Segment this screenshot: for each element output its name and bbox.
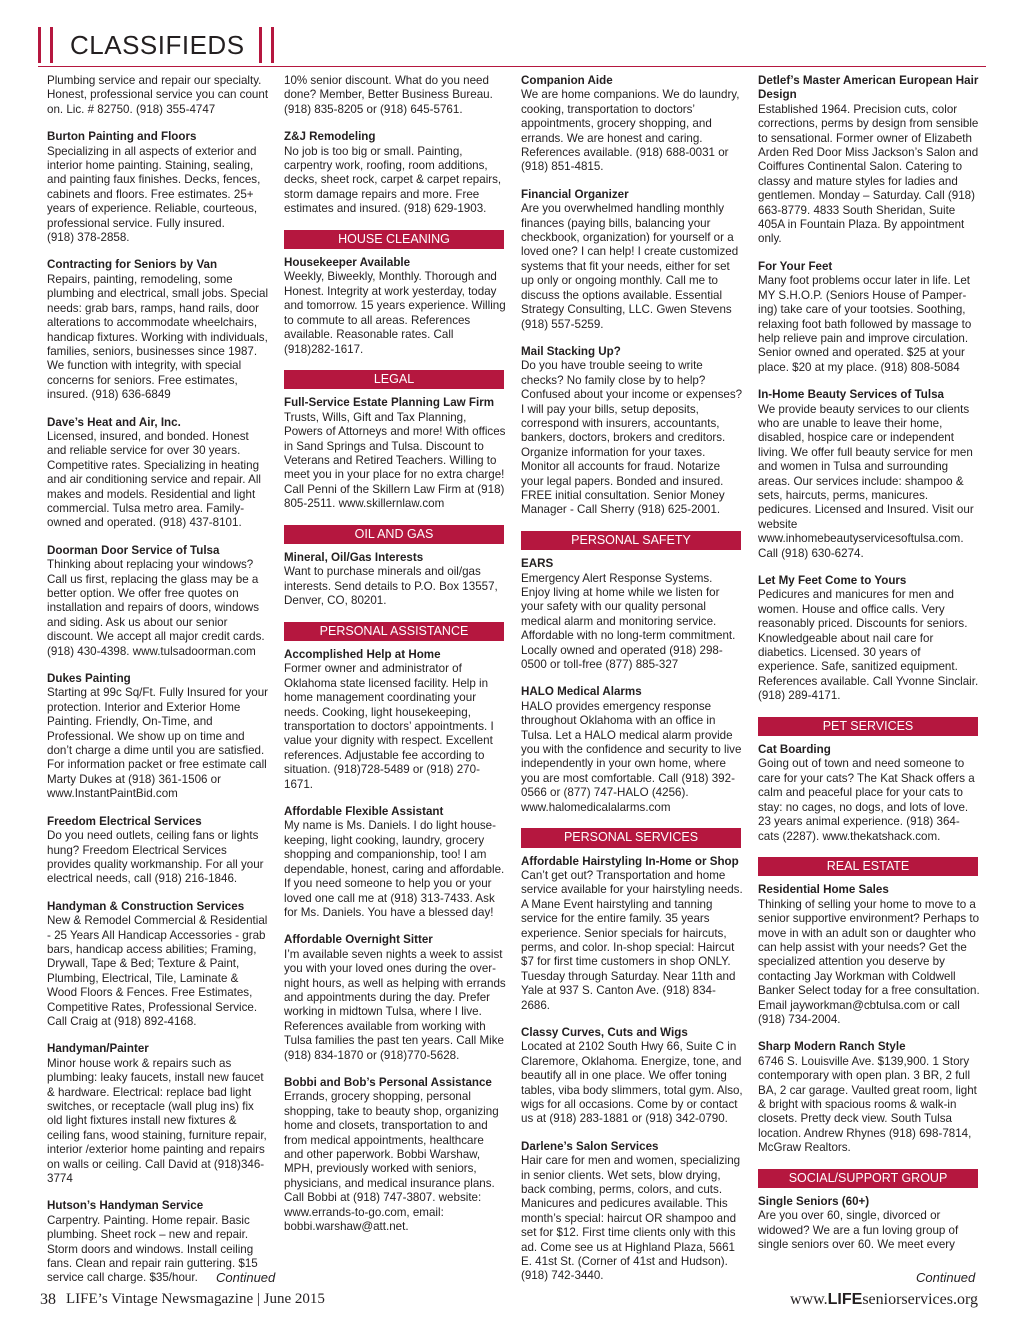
ad-body: Do you need outlets, ceiling fans or lights hung? Freedom Electrical Services provides quality workmanship. For all your electrical needs, call (918) 216-1846.: [47, 829, 264, 886]
ad-title: Freedom Electrical Services: [47, 814, 202, 828]
ad-body: No job is too big or small. Painting, carpentry work, roofing, room additions, decks, sheet rock, carpet & carpet repairs, storm damage repairs and more. Free estimates and insured. (918) 629-1903.: [284, 144, 502, 216]
ad-title: Dave’s Heat and Air, Inc.: [47, 415, 181, 429]
ad-body: Licensed, insured, and bonded. Honest and reliable service for over 30 years. Competitive rates. Specializing in heating and air conditioning service and repair. All makes and models. Residential and light commercial. Tulsa metro area. Family-owned and operated. (918) 437-8101.: [47, 429, 261, 530]
header-bar: [259, 27, 262, 63]
ad-title: Affordable Overnight Sitter: [284, 933, 433, 947]
ad-body: We are home companions. We do laundry, cooking, transportation to doctors’ appointments, grocery shopping, and errands. We are honest and caring. References available. (918) 688-0031 or (918) 851-4815.: [521, 88, 740, 174]
ad-body: Are you overwhelmed handling monthly finances (paying bills, balancing your checkbook, organization) for yourself or a loved one? I can help! I create customized systems that fit your needs, either for set up only or ongoing monthly. Call me to discuss the options available. Essential Strategy Consulting, LLC. Gwen Stevens (918) 557-5259.: [521, 202, 739, 331]
publication-info: LIFE’s Vintage Newsmagazine | June 2015: [66, 1291, 325, 1307]
ad-body: Can’t get out? Transportation and home service available for your hairstyling needs. A Mane Event hairstyling and tanning service for the entire family. 35 years experience. Senior specials for haircuts, perms, and color. In-shop special: Haircut $7 for first time customers in shop ONLY. Tuesday through Saturday. Near 11th and Yale at 937 S. Canton Ave. (918) 834-2686.: [521, 868, 743, 1012]
ad-title: Single Seniors (60+): [758, 1195, 870, 1209]
ad-body: Do you have trouble seeing to write checks? No family close by to help? Confused about your income or expenses? I will pay your bills, setup deposits, correspond with insurers, accountants, bankers, doctors, brokers and creditors. Organize information for your taxes. Monitor all accounts for fraud. Notarize your legal papers. Bonded and insured. FREE initial consultation. Senior Money Manager - Call Sherry (918) 625-2001.: [521, 359, 743, 517]
section-heading: OIL AND GAS: [284, 525, 504, 544]
ad-body: Plumbing service and repair our specialty. Honest, professional service you can count on. Lic. # 82750. (918) 355-4747: [47, 74, 269, 116]
ad-title: Mail Stacking Up?: [521, 344, 621, 358]
page-number: 38: [40, 1291, 56, 1308]
ad-body: Hair care for men and women, specializing in senior clients. Wet sets, blow drying, back combing, perms, colors, and cuts. Manicures and pedicures available. This month’s special: haircut OR shampoo and set for $12. First time clients only with this ad. Come see us at Highland Plaza, 5661 E. 41st St. (Corner of 41st and Hudson). (918) 742-3440.: [521, 1154, 741, 1283]
ad-title: EARS: [521, 557, 554, 571]
ad-body: 10% senior discount. What do you need done? Member, Better Business Bureau. (918) 835-8205 or (918) 645-5761.: [284, 74, 493, 116]
ad-title: Let My Feet Come to Yours: [758, 574, 907, 587]
header-bar: [50, 27, 53, 63]
classified-ad: [47, 900, 269, 1030]
classified-ad: [47, 672, 269, 802]
ad-body: Established 1964. Precision cuts, color corrections, perms by design from sensible to sensational. Former owner of Elizabeth Arden Red Door Miss Jackson’s Salon and Coiffures Continental Salon. Catering to classy and mature styles for ladies and gentlemen. Monday – Saturday. Call (918) 663-8779. 4833 South Sheridan, Suite 405A in Fountain Plaza. By appointment only.: [758, 102, 979, 246]
ad-body: Thinking of selling your home to move to a senior supportive environment? Perhaps to move in with an adult son or daughter who can help assist with your needs? Get the specialized attention you deserve by contacting Jay Workman with Coldwell Banker Select today for a free consultation. Email jayworkman@cbtulsa.com or call (918) 734-2004.: [758, 897, 980, 1026]
ad-title: Mineral, Oil/Gas Interests: [284, 550, 424, 564]
website-brand: LIFE: [827, 1291, 863, 1308]
column-3: [521, 74, 743, 1297]
header-bar: [38, 27, 41, 63]
ad-body: We provide beauty services to our clients who are unable to leave their home, disabled, hospice care or independent living. We offer full beauty service for men and women in Tulsa and surrounding areas. Our services include: shampoo & sets, haircuts, perms, manicures. pedicures. Licensed and Insured. Visit our website www.inhomebeautyservicesoftulsa.com. Call (918) 630-6274.: [758, 402, 974, 560]
classified-ad: [284, 74, 506, 117]
ad-title: For Your Feet: [758, 259, 833, 273]
classified-ad: [521, 685, 743, 815]
ad-title: Burton Painting and Floors: [47, 130, 197, 144]
classified-ad: [284, 256, 506, 357]
classified-ad: [284, 805, 506, 920]
ad-body: Repairs, painting, remodeling, some plumbing and electrical, small jobs. Special needs: grab bars, ramps, hand rails, door alterations to accommodate wheelchairs, handicap fixtures. Working with individuals, families, seniors, businesses since 1987. We function with integrity, with special concerns for seniors. Free estimates, insured. (918) 636-6849: [47, 272, 269, 402]
section-heading: PERSONAL SERVICES: [521, 828, 741, 847]
classified-ad: [521, 345, 743, 518]
classified-ad: [284, 551, 506, 609]
classified-ad: [521, 855, 743, 1013]
ad-title: HALO Medical Alarms: [521, 685, 642, 699]
ad-title: Cat Boarding: [758, 743, 831, 757]
classified-ad: [521, 74, 743, 175]
ad-body: Emergency Alert Response Systems. Enjoy living at home while we listen for your safety with our quality personal medical alarm and monitoring service. Affordable with no long-term commitment. Locally owned and operated (918) 298-0500 or toll-free (877) 885-327: [521, 571, 736, 672]
classified-ad: [758, 260, 980, 375]
classified-ad: [47, 258, 269, 402]
ad-title: Classy Curves, Cuts and Wigs: [521, 1025, 688, 1039]
classified-ad: [284, 933, 506, 1063]
classified-ad: [758, 883, 980, 1027]
ad-body: Going out of town and need someone to care for your cats? The Kat Shack offers a calm and peaceful place for your cats to stay: no cages, no dogs, and lots of love. 23 years animal experience. (918) 364-cats (2287). www.thekatshack.com.: [758, 757, 975, 843]
ad-body: Starting at 99c Sq/Ft. Fully Insured for your protection. Interior and Exterior Home Painting. Friendly, On-Time, and Professional. We show up on time and don’t charge a dime until you are satisfied. For information packet or free estimate call Marty Dukes at (918) 361-1506 or www.InstantPaintBid.com: [47, 686, 269, 801]
ad-title: Handyman/Painter: [47, 1042, 149, 1056]
ad-body: New & Remodel Commercial & Residential - 25 Years All Handicap Accessories - grab bars, handicap access abilities; Framing, Drywall, Tape & Bed; Texture & Paint, Plumbing, Electrical, Tile, Laminate & Wood Floors & Fences. Free Estimates, Competitive Rates, Professional Service. Call Craig at (918) 892-4168.: [47, 914, 268, 1028]
continued-label: Continued: [916, 1270, 976, 1285]
ad-title: Doorman Door Service of Tulsa: [47, 543, 220, 557]
ad-title: Sharp Modern Ranch Style: [758, 1040, 906, 1054]
classified-ad: [47, 544, 269, 659]
section-heading: SOCIAL/SUPPORT GROUP: [758, 1169, 978, 1188]
ad-title: Companion Aide: [521, 74, 613, 87]
ad-title: In-Home Beauty Services of Tulsa: [758, 388, 944, 402]
website-prefix: www.: [790, 1291, 828, 1308]
section-heading: REAL ESTATE: [758, 857, 978, 876]
ad-body: HALO provides emergency response throughout Oklahoma with an office in Tulsa. Let a HALO medical alarm provide you with the confidence and security to live independently in your own home, where you are most comfortable. Call (918) 392-0566 or (877) 747-HALO (4256). www.halomedicalalarms.com: [521, 699, 742, 814]
classified-ad: [284, 396, 506, 511]
section-heading: PERSONAL SAFETY: [521, 531, 741, 550]
classified-ad: [47, 1042, 269, 1186]
ad-title: Housekeeper Available: [284, 256, 411, 270]
classified-ad: [758, 1195, 980, 1253]
classified-ad: [284, 130, 506, 216]
ad-title: Accomplished Help at Home: [284, 648, 441, 661]
ad-body: I’m available seven nights a week to assist you with your loved ones during the over-night hours, as well as helping with errands and appointments during the day. Prefer working in midtown Tulsa, where I live. References available from working with Tulsa families the past ten years. Call Mike (918) 834-1870 or (918)770-5628.: [284, 947, 506, 1062]
ad-body: Located at 2102 South Hwy 66, Suite C in Claremore, Oklahoma. Energize, tone, and beautify all in one place. We offer toning tables, viba body slimmers, total gym. Also, wigs for all occasions. Come by or contact us at (918) 283-1881 or (918) 342-0790.: [521, 1040, 743, 1126]
section-heading: PET SERVICES: [758, 717, 978, 736]
ad-body: Pedicures and manicures for men and women. House and office calls. Very reasonably priced. Discounts for seniors. Knowledgeable about nail care for diabetics. Licensed. 30 years of experience. Safe, sanitized equipment. References available. Call Yvonne Sinclair. (918) 289-4171.: [758, 588, 979, 703]
ad-body: Thinking about replacing your windows? Call us first, replacing the glass may be a better option. We offer free quotes on installation and repairs of doors, windows and siding. Ask us about our senior discount. We accept all major credit cards. (918) 430-4398. www.tulsadoorman.com: [47, 558, 265, 658]
ad-title: Bobbi and Bob’s Personal Assistance: [284, 1075, 492, 1089]
ad-body: Former owner and administrator of Oklahoma state licensed facility. Help in home management coordinating your needs. Cooking, light housekeeping, transportation to doctors’ appointments. I value your dignity with respect. Excellent references. Adjustable fee according to situation. (918)728-5489 or (918) 270-1671.: [284, 662, 494, 791]
page-title: CLASSIFIEDS: [70, 29, 245, 60]
ad-body: 6746 S. Louisville Ave. $139,900. 1 Story contemporary with open plan. 3 BR, 2 full BA, 2 car garage. Vaulted great room, light & bright with spacious rooms & walk-in closets. Pretty deck view. South Tulsa location. Andrew Rhynes (918) 698-7814, McGraw Realtors.: [758, 1054, 977, 1155]
classified-ad: [284, 1076, 506, 1234]
classified-ad: [47, 130, 269, 245]
classified-ad: [758, 1040, 980, 1155]
ad-title: Z&J Remodeling: [284, 130, 376, 144]
classified-ad: [758, 74, 980, 247]
ad-body: Are you over 60, single, divorced or widowed? We are a fun loving group of single seniors over 60. We meet every: [758, 1209, 959, 1252]
ad-body: Errands, grocery shopping, personal shopping, take to beauty shop, organizing home and closets, transportation to and from medical appointments, healthcare and other paperwork. Bobbi Warshaw, MPH, previously worked with seniors, physicians, and medical insurance plans. Call Bobbi at (918) 747-3807. website: www.errands-to-go.com, email: bobbi.warshaw@att.net.: [284, 1090, 499, 1234]
ad-body: Minor house work & repairs such as plumbing: leaky faucets, install new faucet & hardware. Electrical: replace bad light switches, or receptacle (wall plug ins) fix old light fixtures install new fixtures & ceiling fans, wood staining, furniture repair, interior /exterior home painting and repairs on walls or ceiling. Call David at (918)346-3774: [47, 1056, 267, 1186]
ad-title: Handyman & Construction Services: [47, 899, 245, 913]
classified-ad: [521, 188, 743, 332]
ad-body: Many foot problems occur later in life. Let MY S.H.O.P. (Seniors House of Pamper-ing) take care of your tootsies. Soothing, relaxing foot bath followed by massage to help relieve pain and improve circulation. Senior owned and operated. $25 at your place. $20 at my place. (918) 808-5084: [758, 274, 972, 374]
classified-ad: [521, 557, 743, 672]
header-rule: [38, 66, 986, 67]
ad-body: Want to purchase minerals and oil/gas interests. Send details to P.O. Box 13557, Denver, CO, 80201.: [284, 565, 498, 608]
column-1: [47, 74, 269, 1299]
ad-body: Weekly, Biweekly, Monthly. Thorough and Honest. Integrity at work yesterday, today and tomorrow. 15 years experience. Willing to commute to all areas. References available. Reasonable rates. Call (918)282-1617.: [284, 270, 506, 356]
classified-ad: [758, 743, 980, 844]
column-2: [284, 74, 506, 1247]
ad-body: Specializing in all aspects of exterior and interior home painting. Staining, sealing, and painting faux finishes. Decks, fences, cabinets and floors. Free estimates. 25+ years of experience. Reliable, courteous, professional service. Fully insured. (918) 378-2858.: [47, 144, 261, 245]
website-link[interactable]: [790, 1291, 978, 1309]
classified-ad: [521, 1140, 743, 1284]
classifieds-header: [38, 25, 283, 65]
ad-title: Residential Home Sales: [758, 883, 889, 897]
classified-ad: [47, 74, 269, 117]
ad-title: Affordable Flexible Assistant: [284, 805, 444, 819]
ad-title: Full-Service Estate Planning Law Firm: [284, 396, 495, 410]
ad-title: Affordable Hairstyling In-Home or Shop: [521, 854, 739, 868]
ad-title: Detlef’s Master American European Hair Design: [758, 74, 979, 102]
classified-ad: [758, 388, 980, 561]
classified-ad: [284, 648, 506, 792]
classified-ad: [47, 416, 269, 531]
ad-title: Contracting for Seniors by Van: [47, 258, 218, 272]
section-heading: LEGAL: [284, 370, 504, 389]
header-bar: [271, 27, 274, 63]
ad-body: My name is Ms. Daniels. I do light house-keeping, light cooking, laundry, grocery shopping and companionship, too! I am dependable, honest, caring and affordable. If you need someone to help you or your loved one call me at (918) 313-7433. Ask for Ms. Daniels. You have a blessed day!: [284, 819, 505, 919]
ad-body: Carpentry. Painting. Home repair. Basic plumbing. Sheet rock – new and repair. Storm doors and windows. Install ceiling fans. Clean and repair rain guttering. $15 service call charge. $35/hour.: [47, 1213, 258, 1285]
ad-title: Hutson’s Handyman Service: [47, 1199, 204, 1213]
ad-title: Dukes Painting: [47, 672, 131, 686]
section-heading: HOUSE CLEANING: [284, 230, 504, 249]
ad-body: Trusts, Wills, Gift and Tax Planning, Powers of Attorneys and more! With offices in Sand Springs and Tulsa. Discount to Veterans and Retired Teachers. Willing to meet you in your place for no extra charge! Call Penni of the Skillern Law Firm at (918) 805-2511. www.skillernlaw.com: [284, 410, 506, 511]
ad-title: Darlene’s Salon Services: [521, 1139, 659, 1153]
classified-ad: [521, 1026, 743, 1127]
section-heading: PERSONAL ASSISTANCE: [284, 622, 504, 641]
column-4: [758, 74, 980, 1266]
ad-title: Financial Organizer: [521, 187, 629, 201]
classified-ad: [758, 574, 980, 704]
classified-ad: [47, 815, 269, 887]
continued-label: Continued: [216, 1270, 276, 1285]
website-suffix: seniorservices.org: [862, 1291, 978, 1308]
